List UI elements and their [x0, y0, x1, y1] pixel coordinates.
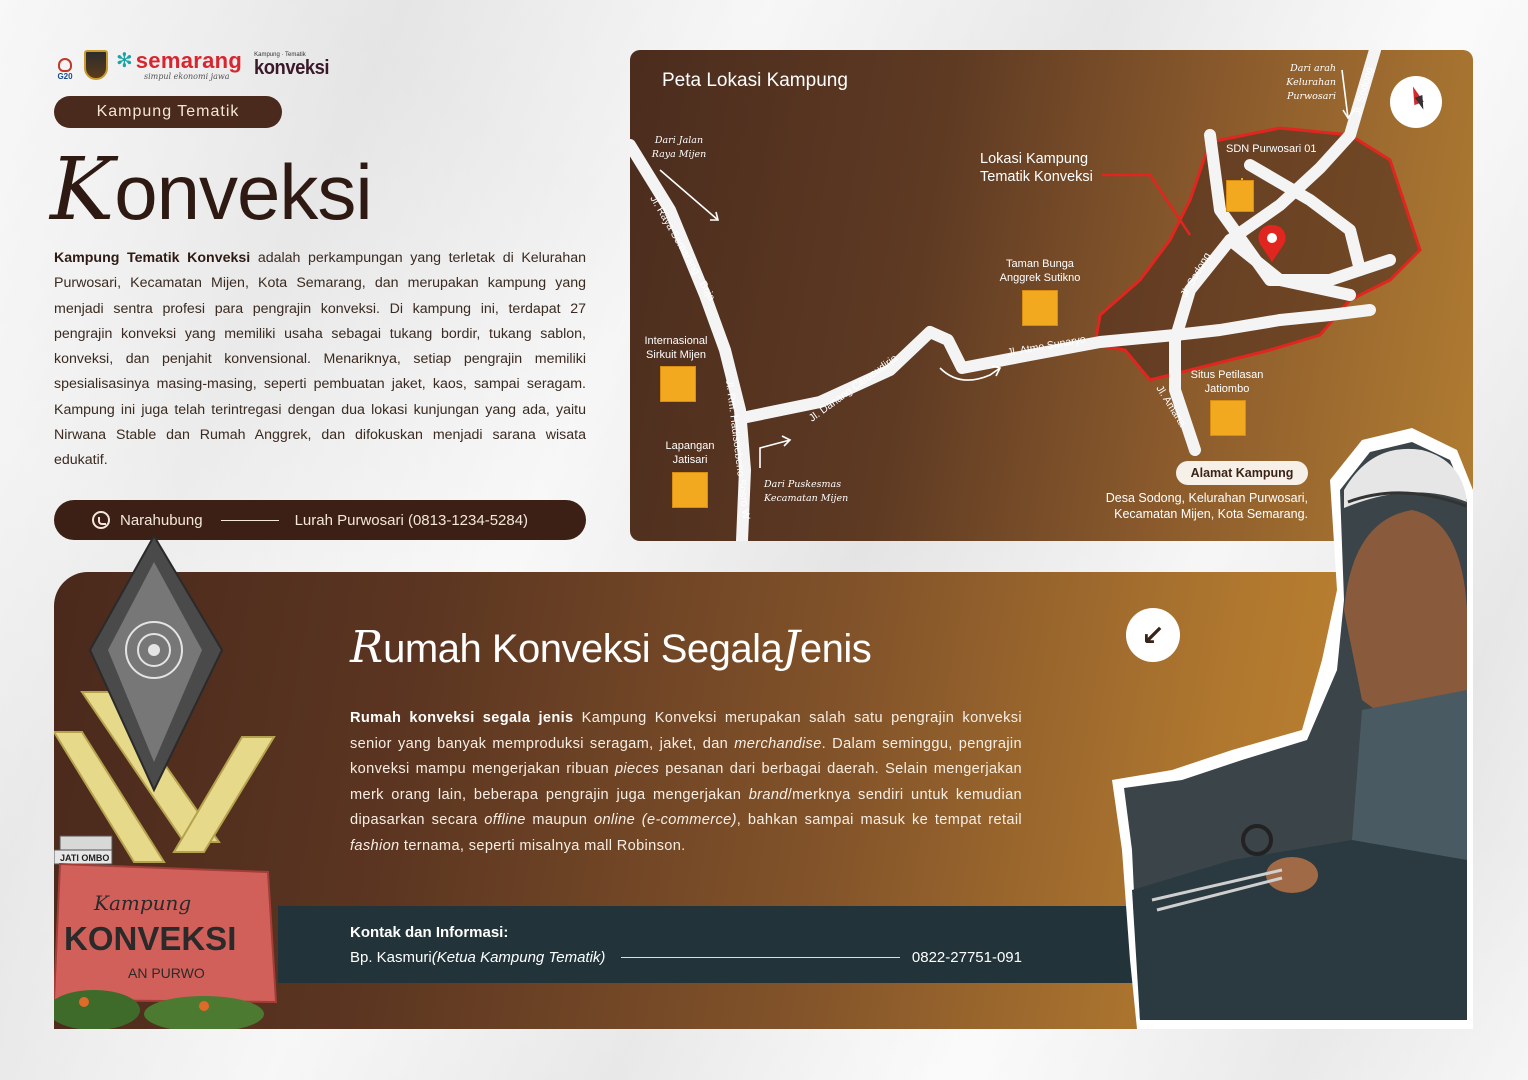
sign-post-text: JATI OMBO	[60, 853, 110, 863]
kampung-sign-illustration	[54, 532, 294, 1029]
tailor-drawing	[1112, 420, 1473, 1029]
label-taman: Taman Bunga Anggrek Sutikno	[999, 258, 1081, 284]
map-title: Peta Lokasi Kampung	[662, 70, 848, 91]
sign-line-2: KONVEKSI	[64, 920, 237, 957]
feature-title	[350, 622, 871, 673]
poi-lapangan	[672, 472, 708, 508]
alamat-label: Alamat Kampung	[1176, 461, 1308, 485]
feature-italic-1: merchandise	[734, 735, 822, 752]
road-label-sodong-2: Jl. Sodong	[1351, 65, 1376, 117]
sign-line-1: Kampung	[94, 891, 192, 915]
sign-drawing	[54, 532, 294, 1029]
road-label-hadisoebeno: Jl. Rm. Hadisoebeno Sosro W	[723, 378, 753, 520]
narahubung-label: Narahubung	[120, 511, 203, 529]
flower-icon: ✻	[116, 49, 133, 72]
g20-logo	[54, 49, 76, 81]
logo-bar	[54, 48, 336, 82]
label-sirkuit: Internasional Sirkuit Mijen	[644, 335, 708, 361]
feature-title-initial-r: R	[350, 622, 384, 673]
feature-italic-5: online (e-commerce)	[593, 812, 737, 829]
feature-italic-3: brand	[748, 786, 788, 803]
compass-icon	[1390, 76, 1442, 128]
feature-text-3: pesanan dari berbagai daerah. Selain mengerjakan merk orang lain, beberapa pengrajin juga mengerjakan	[350, 761, 1023, 803]
city-shield-icon	[84, 50, 108, 80]
g20-mark-icon	[58, 58, 72, 72]
label-situs: Situs Petilasan Jatiombo	[1190, 369, 1264, 395]
label-dari-arah: Dari arah Kelurahan Purwosari	[1286, 63, 1336, 102]
konveksi-logo-wordmark: konveksi	[254, 57, 330, 79]
page-title	[50, 140, 372, 240]
kontak-phone[interactable]: 0822-27751-091	[911, 948, 1022, 966]
feature-title-end: enis	[799, 627, 872, 671]
intro-paragraph	[54, 246, 586, 474]
feature-italic-2: pieces	[614, 761, 660, 778]
narahubung-value[interactable]: Lurah Purwosari (0813-1234-5284)	[294, 511, 529, 529]
arrow-down-left-icon: ↙	[1126, 608, 1180, 662]
sign-line-3: AN PURWO	[128, 965, 205, 981]
kontak-heading: Kontak dan Informasi:	[350, 924, 509, 941]
feature-text-5: maupun	[525, 812, 594, 829]
divider-line	[221, 520, 279, 521]
g20-text: G20	[57, 72, 73, 81]
poi-taman	[1022, 290, 1058, 326]
feature-text-4: /merknya sendiri untuk kemudian dipasarkan secara	[350, 786, 1022, 829]
road-label-danang: Jl. Danang Citrosudirjo	[806, 352, 900, 425]
kampung-tematik-pill: Kampung Tematik	[54, 96, 282, 128]
divider-line	[621, 957, 899, 958]
poi-sdn	[1226, 180, 1254, 212]
semarang-logo	[116, 47, 243, 81]
konveksi-logo	[254, 52, 336, 78]
contact-strip	[278, 906, 1208, 983]
label-dari-puskesmas: Dari Puskesmas Kecamatan Mijen	[764, 479, 849, 504]
feature-text-6: , bahkan sampai masuk ke tempat retail	[736, 812, 1022, 829]
intro-lead: Kampung Tematik Konveksi	[54, 250, 251, 266]
alamat-text: Desa Sodong, Kelurahan Purwosari, Kecamatan Mijen, Kota Semarang.	[1105, 491, 1308, 521]
road-label-sodong-1: Jl. Sodong	[1178, 250, 1214, 300]
whatsapp-icon	[92, 511, 110, 529]
semarang-wordmark: semarang	[135, 47, 243, 73]
kontak-role: (Ketua Kampung Tematik)	[431, 948, 606, 966]
feature-text-1: Kampung Konveksi merupakan salah satu pengrajin konveksi senior yang banyak memproduksi seragam, jaket, dan	[350, 710, 1023, 752]
konveksi-logo-top: Kampung · Tematik	[254, 52, 306, 58]
feature-text-2: . Dalam seminggu, pengrajin konveksi mampu mengerjakan ribuan	[350, 735, 1022, 778]
poi-sirkuit	[660, 366, 696, 402]
feature-title-initial-j: J	[782, 622, 800, 673]
semarang-tagline: simpul ekonomi jawa	[144, 71, 230, 81]
title-rest: onveksi	[114, 148, 372, 236]
label-lapangan: Lapangan Jatisari	[665, 440, 715, 466]
feature-lead: Rumah konveksi segala jenis	[350, 710, 574, 726]
feature-italic-6: fashion	[350, 837, 400, 854]
title-initial: K	[50, 140, 115, 240]
road-label-raya: Jl. Raya Semarang - Boja	[647, 193, 718, 304]
kontak-name: Bp. Kasmuri	[350, 948, 432, 966]
tailor-photo	[1112, 420, 1473, 1029]
intro-body: adalah perkampungan yang terletak di Kelurahan Purwosari, Kecamatan Mijen, Kota Semarang, dan merupakan kampung yang menjadi sentra profesi para pengrajin konveksi. Di kampung ini, terdapat 27 pengrajin konveksi yang memiliki usaha sebagai tukang bordir, tukang sablon, konveksi, dan penjahit konvensional. Menariknya, setiap pengrajin memiliki spesialisasinya masing-masing, seperti pembuatan jaket, kaos, sampai seragam. Kampung ini juga telah terintregasi dengan dua lokasi kunjungan yang ada, yaitu Nirwana Stable dan Rumah Anggrek, dan difokuskan menjadi sarana wisata edukatif.	[54, 250, 586, 469]
label-dari-jalan: Dari Jalan Raya Mijen	[651, 135, 707, 160]
feature-italic-4: offline	[484, 812, 526, 829]
feature-paragraph	[350, 706, 1022, 860]
feature-title-mid: umah Konveksi Segala	[383, 627, 783, 671]
feature-text-7: ternama, seperti misalnya mall Robinson.	[399, 837, 686, 854]
label-lokasi-kampung: Lokasi Kampung Tematik Konveksi	[980, 151, 1093, 185]
label-sdn: SDN Purwosari 01	[1226, 143, 1317, 155]
road-label-atmo: Jl. Atmo Sunaryo	[1006, 333, 1087, 359]
kontak-row	[350, 946, 1022, 968]
road-label-amarta: Jl. Amarta	[1153, 383, 1189, 430]
